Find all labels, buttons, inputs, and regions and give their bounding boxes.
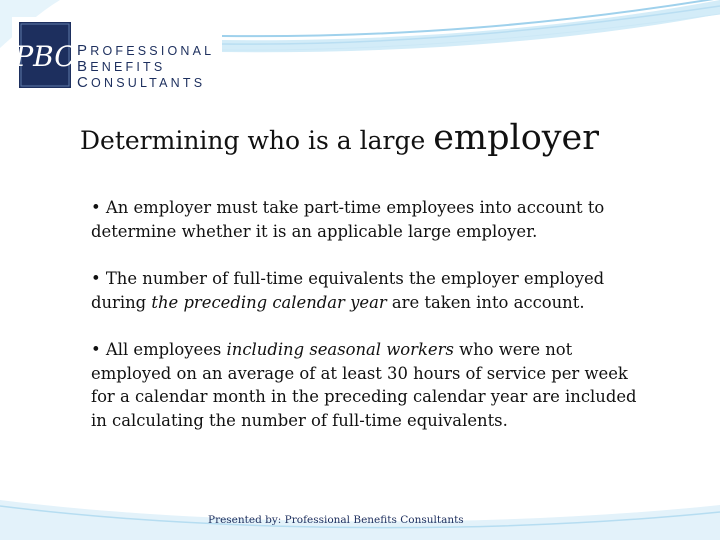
logo-monogram-text: PBC — [14, 40, 76, 73]
footer-credit: Presented by: Professional Benefits Consultants — [208, 514, 464, 526]
bullet-item: • The number of full-time equivalents the employer employed during the preceding calendar year are taken into account. — [91, 269, 605, 312]
bullet-item: • An employer must take part-time employees into account to determine whether it is an applicable large employer. — [91, 198, 605, 241]
logo-line-consultants: CONSULTANTS — [77, 74, 206, 91]
logo-wordmark — [77, 43, 214, 91]
logo-line-benefits: BENEFITS — [77, 58, 166, 75]
bullet-list — [91, 196, 651, 456]
title-part-1: Determining who is a large — [80, 126, 434, 155]
title-part-2: employer — [433, 118, 599, 158]
company-logo — [12, 17, 222, 93]
pbc-monogram-icon — [14, 22, 76, 88]
slide-title — [80, 113, 700, 166]
bullet-item: • All employees including seasonal workers who were not employed on an average of at least 30 hours of service per week for a calendar month in the preceding calendar year are included in calculating the number of full-time equivalents. — [91, 340, 637, 430]
logo-line-professional: PROFESSIONAL — [77, 42, 215, 59]
